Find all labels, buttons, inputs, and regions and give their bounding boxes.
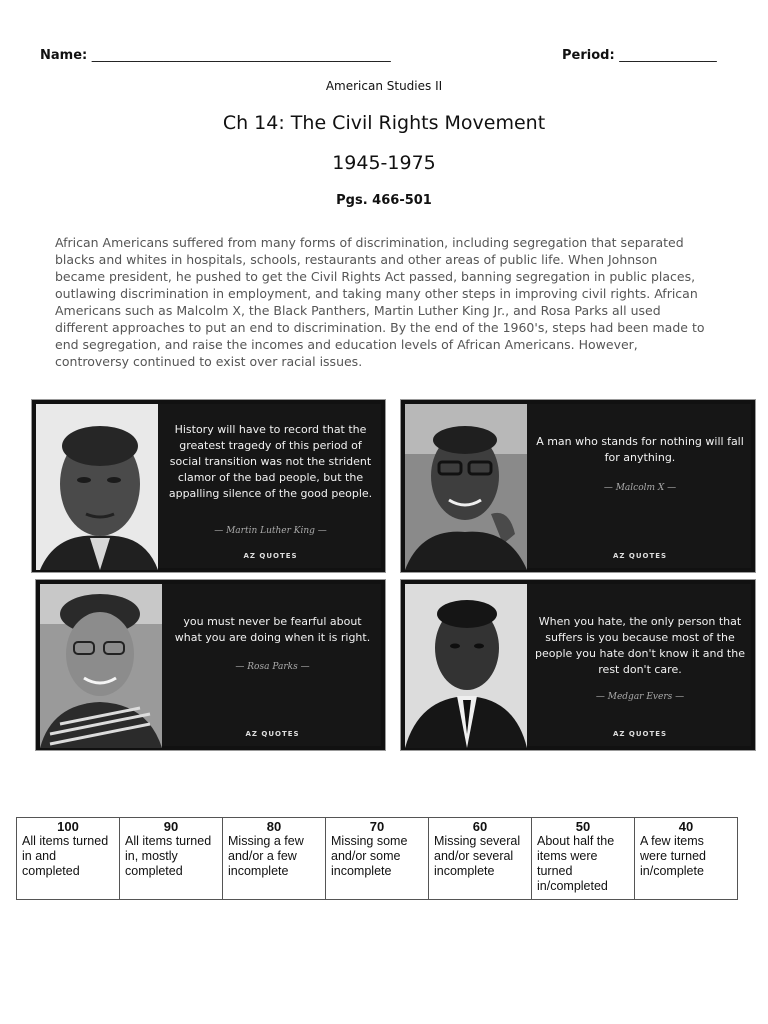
page-range: Pgs. 466-501 [336,193,432,208]
rubric-cell [223,818,326,900]
medgar-evers-portrait [405,584,527,748]
quote-card-malcolm-x [400,399,756,573]
rubric-description: A few items were turned in/complete [640,834,707,878]
azquotes-logo: AZ QUOTES [612,552,668,560]
rubric-cell [326,818,429,900]
rubric-score: 90 [163,819,179,834]
intro-paragraph: African Americans suffered from many forms of discrimination, including segregation that separated blacks and whites in hospitals, schools, restaurants and other areas of public life. When Johnson became president, he pushed to get the Civil Rights Act passed, banning segregation in public places, outlawing discrimination in employment, and taking many other steps in improving civil rights. African Americans such as Malcolm X, the Black Panthers, Martin Luther King Jr., and Rosa Parks all used different approaches to put an end to discrimination. By the end of the 1960's, steps had been made to end segregation, and raise the incomes and education levels of African Americans. However, controversy continued to exist over racial issues. [55,235,705,369]
rubric-score: 60 [472,819,488,834]
rubric-score: 100 [57,819,79,834]
quote-text-malcolm-x: A man who stands for nothing will fall for anything. [536,435,744,464]
course-name: American Studies II [325,79,443,93]
quote-text-medgar-evers: When you hate, the only person that suffers is you because most of the people you hate don't know it and the rest don't care. [535,615,745,676]
name-field [40,48,391,63]
chapter-years: 1945-1975 [332,152,436,174]
rubric-score: 50 [575,819,591,834]
period-field [562,48,717,63]
rubric-score: 80 [266,819,282,834]
rubric-description: Missing some and/or some incomplete [331,834,408,878]
name-blank: ______________________________________________ [91,48,391,63]
rubric-cell [635,818,738,900]
rubric-description: Missing several and/or several incomplete [434,834,521,878]
period-blank: _______________ [619,48,717,63]
rubric-cell [429,818,532,900]
rubric-cell [120,818,223,900]
quote-author-medgar-evers: — Medgar Evers — [595,692,685,702]
azquotes-logo: AZ QUOTES [612,730,668,738]
rubric-description: About half the items were turned in/completed [537,834,615,893]
quote-author-mlk: — Martin Luther King — [214,526,327,536]
table-row [17,818,738,900]
rubric-description: All items turned in, mostly completed [125,834,212,878]
quote-text-rosa-parks: you must never be fearful about what you are doing when it is right. [174,615,371,644]
name-label: Name: [40,48,88,63]
chapter-title: Ch 14: The Civil Rights Movement [222,112,546,134]
rubric-score: 70 [369,819,385,834]
azquotes-logo: AZ QUOTES [243,552,298,560]
rosa-parks-portrait [40,584,162,748]
rubric-description: All items turned in and completed [22,834,109,878]
grading-rubric-table [16,817,738,900]
mlk-portrait [36,404,158,570]
quote-author-malcolm-x: — Malcolm X — [603,483,677,493]
period-label: Period: [562,48,615,63]
quote-card-mlk [31,399,386,573]
rubric-cell [532,818,635,900]
rubric-cell [17,818,120,900]
rubric-score: 40 [678,819,694,834]
quote-author-rosa-parks: — Rosa Parks — [235,662,310,672]
quote-card-rosa-parks [35,579,386,751]
malcolm-x-portrait [405,404,527,570]
quote-card-medgar-evers [400,579,756,751]
quote-text-mlk: History will have to record that the greatest tragedy of this period of social transition was not the strident clamor of the bad people, but the appalling silence of the good people. [168,423,373,500]
azquotes-logo: AZ QUOTES [245,730,300,738]
rubric-description: Missing a few and/or a few incomplete [228,834,304,878]
